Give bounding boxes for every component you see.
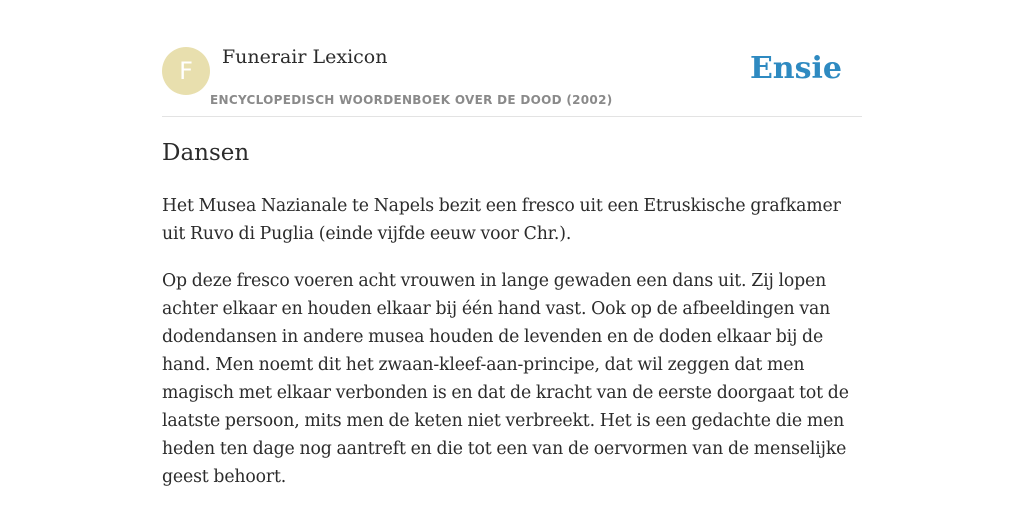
- ensie-logo[interactable]: Ensie: [749, 51, 842, 86]
- book-title-link[interactable]: Funerair Lexicon: [222, 46, 388, 68]
- header: [162, 0, 862, 117]
- entry-paragraph-1: Het Musea Nazianale te Napels bezit een fresco uit een Etruskische grafkamer uit Ruvo di Puglia (einde vijfde eeuw voor Chr.).: [162, 196, 841, 244]
- entry-title: Dansen: [162, 140, 250, 166]
- book-avatar[interactable]: F: [162, 47, 210, 95]
- book-subtitle: ENCYCLOPEDISCH WOORDENBOEK OVER DE DOOD (2002): [210, 93, 613, 107]
- entry-paragraph-2: Op deze fresco voeren acht vrouwen in lange gewaden een dans uit. Zij lopen achter elkaar en houden elkaar bij één hand vast. Ook op de afbeeldingen van dodendansen in andere musea houden de levenden en de doden elkaar bij de hand. Men noemt dit het zwaan-kleef-aan-principe, dat wil zeggen dat men magisch met elkaar verbonden is en dat de kracht van de eerste doorgaat tot de laatste persoon, mits men de keten niet verbreekt. Het is een gedachte die men heden ten dage nog aantreft en die tot een van de oervormen van de menselijke geest behoort.: [162, 271, 849, 487]
